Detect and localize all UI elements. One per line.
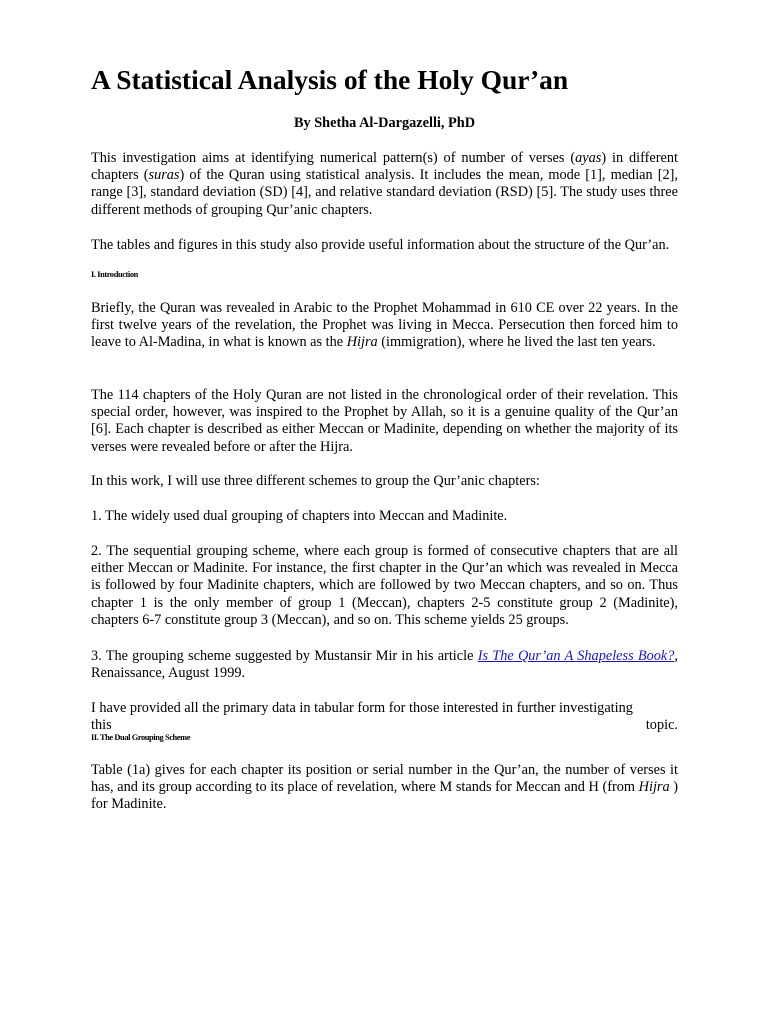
table-desc-text-2: ) for Madinite.: [91, 779, 678, 813]
intro-term-hijra: Hijra: [346, 334, 378, 351]
scheme-item-1: 1. The widely used dual grouping of chapters into Meccan and Madinite.: [91, 508, 508, 524]
table-desc-term-hijra: Hijra: [638, 779, 670, 796]
scheme3-text-2: , Renaissance, August 1999.: [91, 648, 678, 682]
table-desc-text-1: Table (1a) gives for each chapter its position or serial number in the Qur’an, the number of verses it has, and its group according to its place of revelation, where M stands for Meccan and H (from: [91, 762, 678, 796]
abstract-text-1: This investigation aims at identifying numerical pattern(s) of number of verses (: [91, 150, 576, 166]
primary-data-paragraph: [91, 700, 678, 734]
intro-paragraph-1: [91, 300, 678, 352]
section-heading-introduction: I. Introduction: [91, 270, 138, 279]
abstract-text-2: ) in different chapters (: [91, 150, 678, 184]
intro-paragraph-2: The 114 chapters of the Holy Quran are not listed in the chronological order of their revelation. This special order, however, was inspired to the Prophet by Allah, so it is a genuine quality of the Qur’an [6]. Each chapter is described as either Meccan or Madinite, depending on whether the majority of its verses were revealed before or after the Hijra.: [91, 387, 678, 455]
author-byline: By Shetha Al-Dargazelli, PhD: [293, 115, 476, 131]
table-description-paragraph: [91, 762, 678, 814]
abstract-term-suras: suras: [148, 167, 180, 184]
section-heading-dual-grouping: II. The Dual Grouping Scheme: [91, 733, 191, 742]
abstract-term-ayas: ayas: [575, 150, 602, 166]
intro-text-1: Briefly, the Quran was revealed in Arabic to the Prophet Mohammad in 610 CE over 22 years. In the first twelve years of the revelation, the Prophet was living in Mecca. Persecution then forced him to leave to Al-Madina, in what is known as the: [91, 300, 678, 351]
scheme-item-3: [91, 648, 678, 682]
intro-paragraph-3: In this work, I will use three different schemes to group the Qur’anic chapters:: [91, 473, 540, 489]
scheme-item-2: 2. The sequential grouping scheme, where each group is formed of consecutive chapters that are all either Meccan or Madinite. For instance, the first chapter in the Qur’an which was revealed in Mecca is followed by four Madinite chapters, which are followed by two Meccan chapters, and so on. Thus chapter 1 is the only member of group 1 (Meccan), chapters 2-5 constitute group 2 (Madinite), chapters 6-7 constitute group 3 (Meccan), and so on. This scheme yields 25 groups.: [91, 543, 678, 628]
primary-data-word-this: this: [91, 717, 112, 734]
intro-text-2: (immigration), where he lived the last ten years.: [377, 334, 656, 351]
primary-data-line-2: [91, 717, 678, 734]
scheme3-text-1: 3. The grouping scheme suggested by Mustansir Mir in his article: [91, 648, 478, 664]
primary-data-word-topic: topic.: [645, 717, 678, 734]
abstract-paragraph: [91, 150, 678, 219]
shapeless-book-link[interactable]: Is The Qur’an A Shapeless Book?: [477, 648, 675, 664]
page-title: A Statistical Analysis of the Holy Qur’an: [91, 64, 569, 95]
primary-data-line-1: I have provided all the primary data in tabular form for those interested in further investigating: [91, 700, 633, 716]
document-page: [91, 62, 679, 813]
abstract-text-3: ) of the Quran using statistical analysis. It includes the mean, mode [1], median [2], range [3], standard deviation (SD) [4], and relative standard deviation (RSD) [5]. The study uses three different methods of grouping Qur’anic chapters.: [91, 167, 679, 218]
tables-note-paragraph: The tables and figures in this study also provide useful information about the structure of the Qur’an.: [91, 237, 670, 253]
